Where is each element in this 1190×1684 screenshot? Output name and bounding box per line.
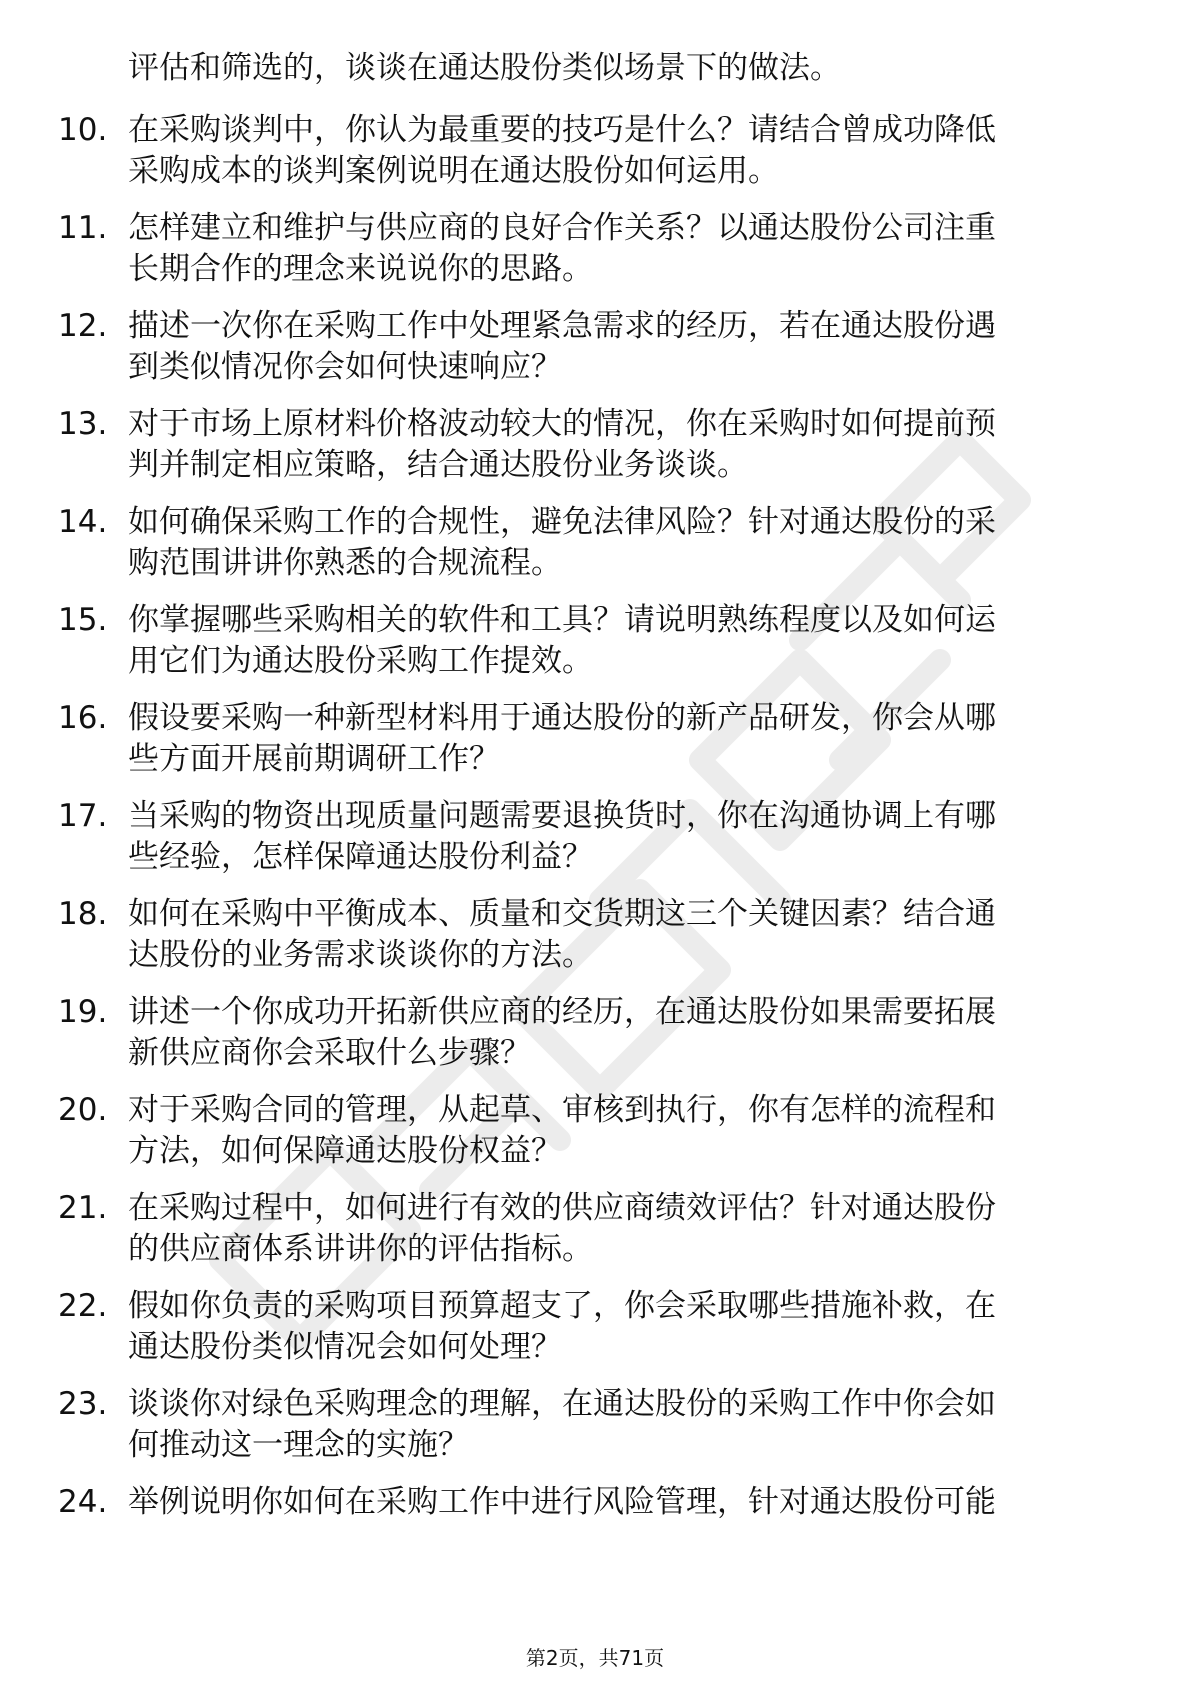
question-number: 18.	[58, 896, 108, 932]
question-line: 何推动这一理念的实施？	[128, 1427, 469, 1463]
question-line: 假设要采购一种新型材料用于通达股份的新产品研发，你会从哪	[128, 700, 996, 736]
question-line: 举例说明你如何在采购工作中进行风险管理，针对通达股份可能	[128, 1484, 996, 1520]
question-text	[128, 1188, 1118, 1270]
question-line: 假如你负责的采购项目预算超支了，你会采取哪些措施补救，在	[128, 1288, 996, 1324]
question-item	[0, 796, 1190, 894]
question-text	[128, 1384, 1118, 1466]
question-text	[128, 110, 1118, 192]
question-item	[0, 502, 1190, 600]
question-line: 怎样建立和维护与供应商的良好合作关系？以通达股份公司注重	[128, 210, 996, 246]
question-line: 长期合作的理念来说说你的思路。	[128, 251, 593, 287]
question-line: 判并制定相应策略，结合通达股份业务谈谈。	[128, 447, 748, 483]
question-number: 19.	[58, 994, 108, 1030]
question-text	[128, 1090, 1118, 1172]
question-item	[0, 894, 1190, 992]
question-item	[0, 306, 1190, 404]
question-line: 如何确保采购工作的合规性，避免法律风险？针对通达股份的采	[128, 504, 996, 540]
question-line: 新供应商你会采取什么步骤？	[128, 1035, 531, 1071]
question-number: 13.	[58, 406, 108, 442]
question-text	[128, 698, 1118, 780]
page-number-footer: 第2页，共71页	[525, 1646, 665, 1670]
question-line: 些方面开展前期调研工作？	[128, 741, 500, 777]
question-line: 对于市场上原材料价格波动较大的情况，你在采购时如何提前预	[128, 406, 996, 442]
question-number: 24.	[58, 1484, 108, 1520]
question-text	[128, 1482, 1118, 1523]
question-item	[0, 1090, 1190, 1188]
question-line: 谈谈你对绿色采购理念的理解，在通达股份的采购工作中你会如	[128, 1386, 996, 1422]
question-line: 当采购的物资出现质量问题需要退换货时，你在沟通协调上有哪	[128, 798, 996, 834]
question-number: 12.	[58, 308, 108, 344]
question-number: 11.	[58, 210, 108, 246]
question-item	[0, 1188, 1190, 1286]
question-item	[0, 600, 1190, 698]
question-line: 在采购谈判中，你认为最重要的技巧是什么？请结合曾成功降低	[128, 112, 996, 148]
question-number: 20.	[58, 1092, 108, 1128]
question-line: 你掌握哪些采购相关的软件和工具？请说明熟练程度以及如何运	[128, 602, 996, 638]
question-line: 些经验，怎样保障通达股份利益？	[128, 839, 593, 875]
question-number: 10.	[58, 112, 108, 148]
question-line: 对于采购合同的管理，从起草、审核到执行，你有怎样的流程和	[128, 1092, 996, 1128]
question-line: 方法，如何保障通达股份权益？	[128, 1133, 562, 1169]
question-number: 14.	[58, 504, 108, 540]
question-number: 15.	[58, 602, 108, 638]
question-number: 17.	[58, 798, 108, 834]
question-line: 达股份的业务需求谈谈你的方法。	[128, 937, 593, 973]
question-line: 购范围讲讲你熟悉的合规流程。	[128, 545, 562, 581]
question-text	[128, 502, 1118, 584]
question-number: 22.	[58, 1288, 108, 1324]
question-number: 21.	[58, 1190, 108, 1226]
question-item	[0, 698, 1190, 796]
question-text	[128, 796, 1118, 878]
question-line: 讲述一个你成功开拓新供应商的经历，在通达股份如果需要拓展	[128, 994, 996, 1030]
question-line: 用它们为通达股份采购工作提效。	[128, 643, 593, 679]
question-line: 如何在采购中平衡成本、质量和交货期这三个关键因素？结合通	[128, 896, 996, 932]
question-text	[128, 1286, 1118, 1368]
question-text	[128, 208, 1118, 290]
question-text	[128, 992, 1118, 1074]
question-line: 采购成本的谈判案例说明在通达股份如何运用。	[128, 153, 779, 189]
question-line: 到类似情况你会如何快速响应？	[128, 349, 562, 385]
question-text	[128, 894, 1118, 976]
question-item	[0, 404, 1190, 502]
question-line: 的供应商体系讲讲你的评估指标。	[128, 1231, 593, 1267]
question-item	[0, 208, 1190, 306]
question-text	[128, 404, 1118, 486]
question-item	[0, 110, 1190, 208]
question-number: 23.	[58, 1386, 108, 1422]
question-line: 在采购过程中，如何进行有效的供应商绩效评估？针对通达股份	[128, 1190, 996, 1226]
question-item	[0, 1286, 1190, 1384]
question-item	[0, 1384, 1190, 1482]
question-line: 通达股份类似情况会如何处理？	[128, 1329, 562, 1365]
question-line: 描述一次你在采购工作中处理紧急需求的经历，若在通达股份遇	[128, 308, 996, 344]
question-number: 16.	[58, 700, 108, 736]
continued-question-text: 评估和筛选的，谈谈在通达股份类似场景下的做法。	[128, 50, 841, 86]
question-item	[0, 1482, 1190, 1580]
question-text	[128, 600, 1118, 682]
question-list	[0, 110, 1190, 1580]
question-text	[128, 306, 1118, 388]
question-item	[0, 992, 1190, 1090]
